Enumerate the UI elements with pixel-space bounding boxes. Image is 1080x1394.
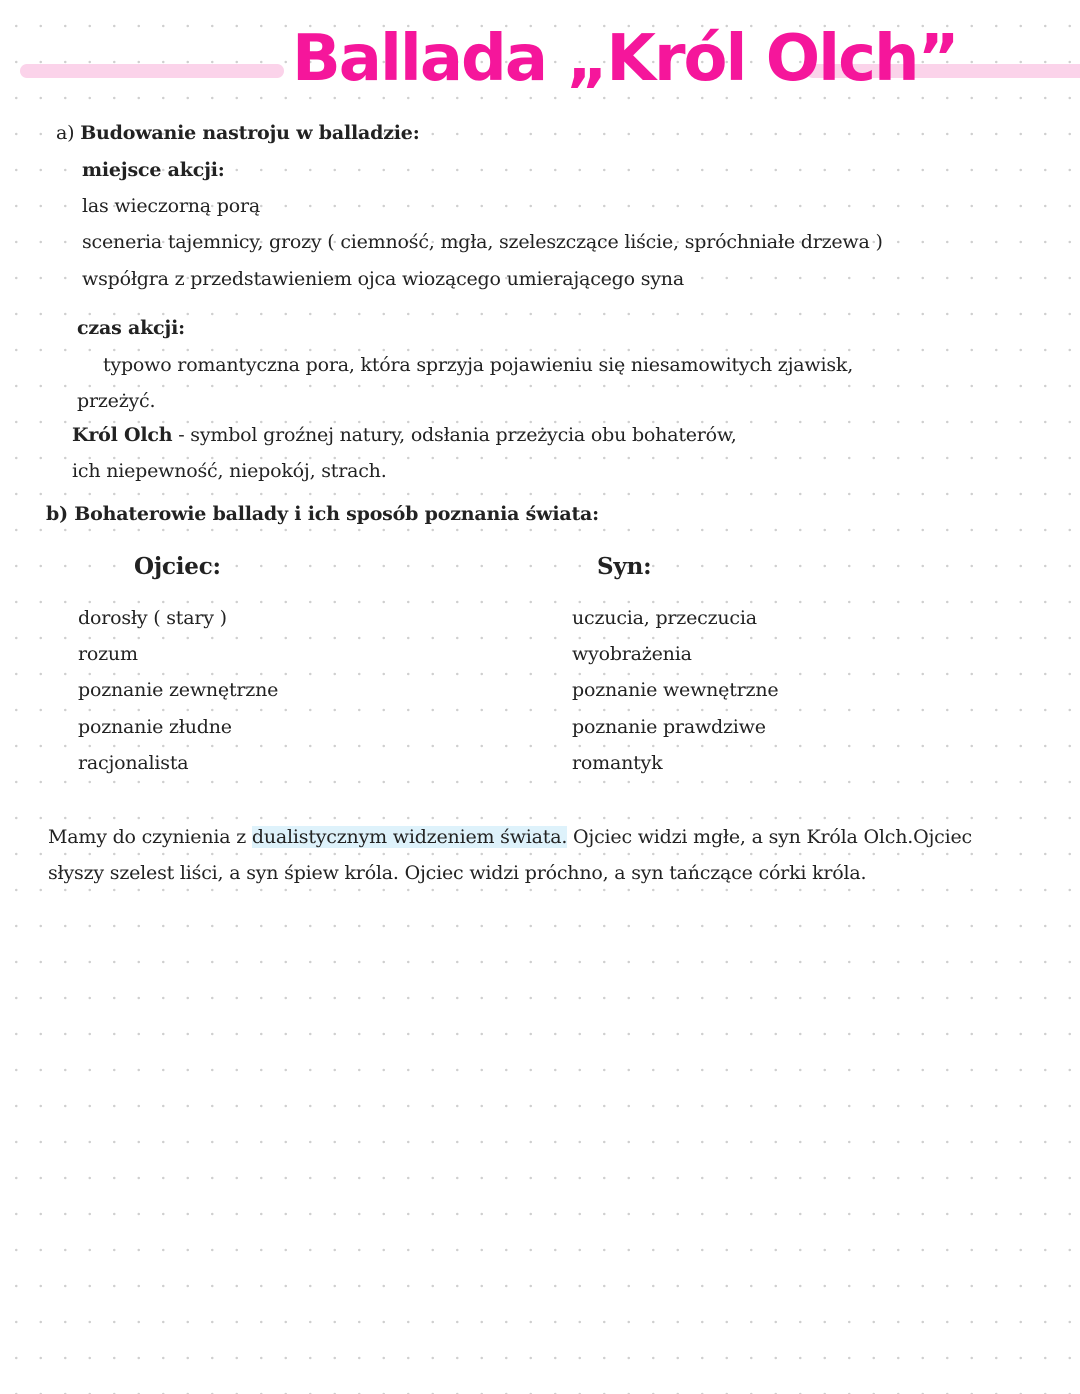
king-line-2: ich niepewność, niepokój, strach. xyxy=(72,460,387,482)
father-item: rozum xyxy=(78,643,138,665)
time-line: typowo romantyczna pora, która sprzyja pojawieniu się niesamowitych zjawisk, xyxy=(103,354,854,376)
son-item: romantyk xyxy=(572,752,663,774)
father-item: dorosły ( stary ) xyxy=(78,607,227,629)
summary-line-1 xyxy=(48,826,972,848)
father-item: poznanie zewnętrzne xyxy=(78,679,279,701)
son-item: wyobrażenia xyxy=(572,643,692,665)
father-item: poznanie złudne xyxy=(78,716,232,738)
father-item: racjonalista xyxy=(78,752,189,774)
place-heading: miejsce akcji: xyxy=(82,159,225,181)
section-label: a) xyxy=(56,122,75,144)
page-title: Ballada „Król Olch” xyxy=(292,22,958,96)
section-a-heading xyxy=(56,122,420,144)
son-item: uczucia, przeczucia xyxy=(572,607,757,629)
place-line: współgra z przedstawieniem ojca wiozącego umierającego syna xyxy=(82,268,684,290)
father-heading: Ojciec: xyxy=(134,553,221,580)
place-line: las wieczorną porą xyxy=(82,195,260,217)
king-name: Król Olch xyxy=(72,424,173,446)
title-underline-left xyxy=(20,64,284,78)
highlighted-text: dualistycznym widzeniem świata. xyxy=(251,826,568,848)
king-line xyxy=(72,424,737,446)
son-heading: Syn: xyxy=(597,553,652,580)
section-b-heading xyxy=(46,503,599,525)
king-description: - symbol groźnej natury, odsłania przeżycia obu bohaterów, xyxy=(172,424,737,446)
son-item: poznanie wewnętrzne xyxy=(572,679,779,701)
heading-text: Bohaterowie ballady i ich sposób poznania świata: xyxy=(74,503,599,525)
summary-text: Ojciec widzi mgłe, a syn Króla Olch.Ojciec xyxy=(567,826,972,848)
son-item: poznanie prawdziwe xyxy=(572,716,766,738)
section-label: b) xyxy=(46,503,68,525)
heading-text: Budowanie nastroju w balladzie: xyxy=(80,122,420,144)
time-heading: czas akcji: xyxy=(77,317,185,339)
summary-text: Mamy do czynienia z xyxy=(48,826,252,848)
place-line: sceneria tajemnicy, grozy ( ciemność, mgła, szeleszczące liście, spróchniałe drzewa ) xyxy=(82,231,883,253)
time-line: przeżyć. xyxy=(77,390,156,412)
summary-line-2: słyszy szelest liści, a syn śpiew króla. Ojciec widzi próchno, a syn tańczące córki króla. xyxy=(48,862,867,884)
